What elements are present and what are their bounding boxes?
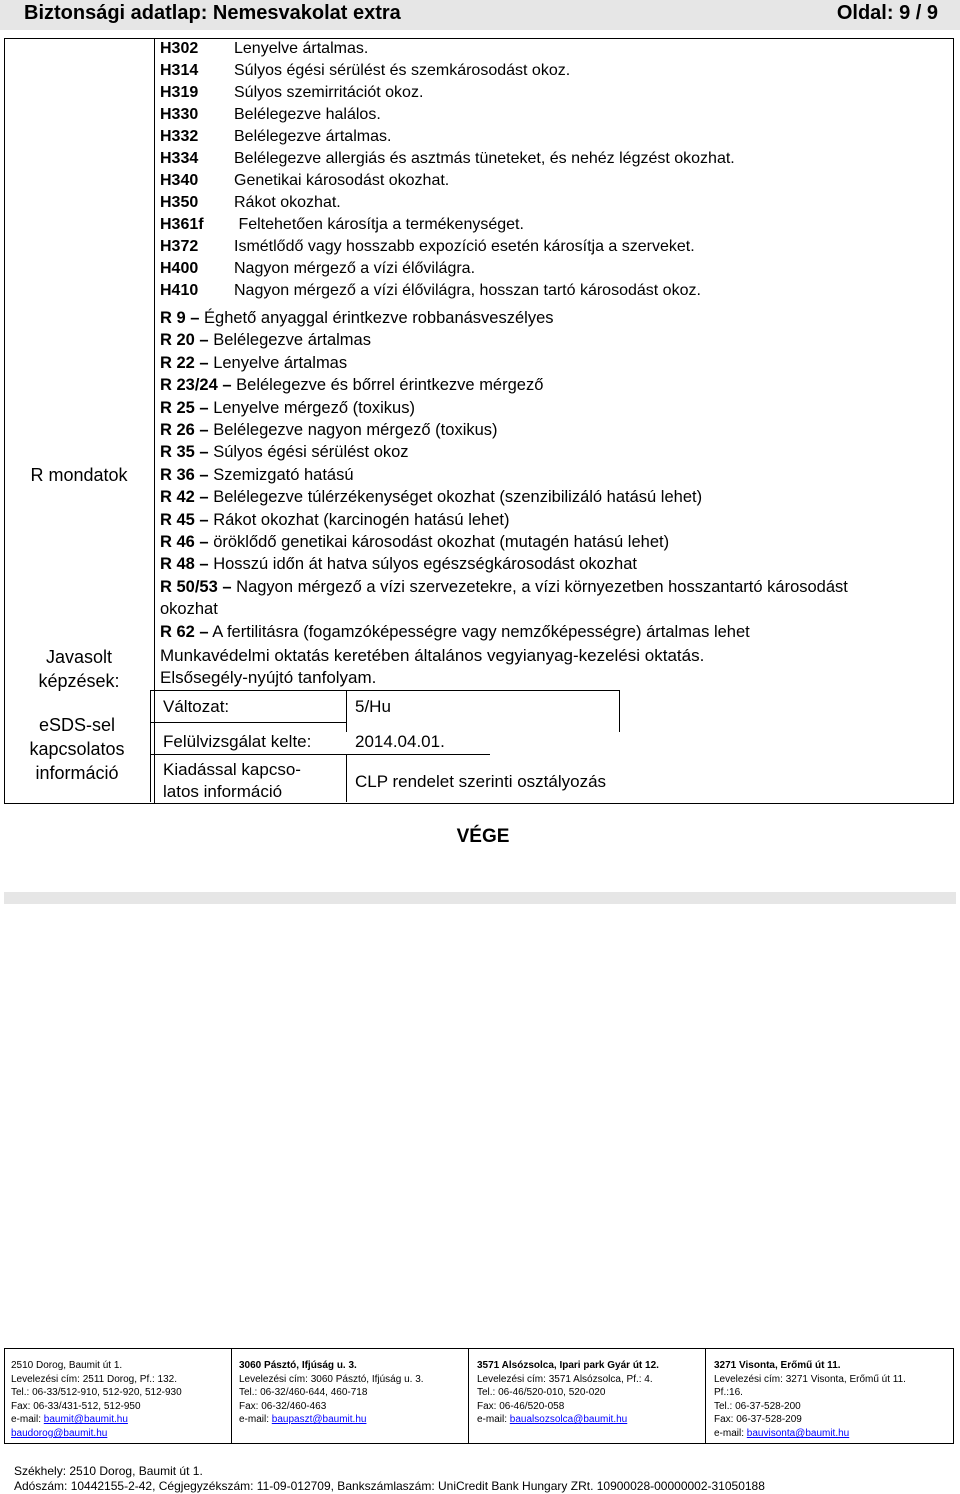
r-phrase: R 26 – Belélegezve nagyon mérgező (toxikus) xyxy=(160,421,498,439)
h-statement: H332 Belélegezve ártalmas. xyxy=(160,128,392,145)
page-header xyxy=(0,0,960,30)
version-value: 5/Hu xyxy=(355,697,391,716)
email-link[interactable]: baudorog@baumit.hu xyxy=(11,1427,108,1439)
r-phrase: R 42 – Belélegezve túlérzékenységet okozhat (szenzibilizáló hatású lehet) xyxy=(160,488,703,506)
page-number: Oldal: 9 / 9 xyxy=(836,2,938,24)
h-statement: H334 Belélegezve allergiás és asztmás tüneteket, és nehéz légzést okozhat. xyxy=(160,150,735,167)
h-statement: H361f Feltehetően károsítja a termékenységet. xyxy=(160,216,524,233)
r-phrase: R 62 – A fertilitásra (fogamzóképességre vagy nemzőképességre) ártalmas lehet xyxy=(160,623,750,641)
h-statement: H314 Súlyos égési sérülést és szemkárosodást okoz. xyxy=(160,62,571,79)
training-line: Elsősegély-nyújtó tanfolyam. xyxy=(160,668,377,687)
r-phrase: R 20 – Belélegezve ártalmas xyxy=(160,331,371,349)
r-phrase: R 35 – Súlyos égési sérülést okoz xyxy=(160,443,409,461)
h-statement: H302 Lenyelve ártalmas. xyxy=(160,40,369,57)
tax-bank-info: Adószám: 10442155-2-42, Cégjegyzékszám: 11-09-012709, Bankszámlaszám: UniCredit Bank Hungary ZRt. 10900028-00000002-31050188 xyxy=(14,1479,765,1493)
h-statement: H319 Súlyos szemirritációt okoz. xyxy=(160,84,424,101)
issue-info-label-1: Kiadással kapcso- xyxy=(163,760,301,779)
footer-site-dorog: 2510 Dorog, Baumit út 1. Levelezési cím: 2511 Dorog, Pf.: 132. Tel.: 06-33/512-910, 512-920, 512-930 Fax: 06-33/431-512, 512-950 e-mail: baumit@baumit.hu baudorog@baumit.hu xyxy=(11,1360,182,1439)
column-divider xyxy=(154,39,155,803)
training-line: Munkavédelmi oktatás keretében általános vegyianyag-kezelési oktatás. xyxy=(160,646,705,665)
separator-band xyxy=(4,892,956,904)
review-date-value: 2014.04.01. xyxy=(355,732,445,751)
r-phrase: R 9 – Éghető anyaggal érintkezve robbanásveszélyes xyxy=(160,309,554,327)
version-label: Változat: xyxy=(163,697,230,716)
r-phrase: R 22 – Lenyelve ártalmas xyxy=(160,354,348,372)
h-statement: H372 Ismétlődő vagy hosszabb expozíció esetén károsítja a szerveket. xyxy=(160,238,695,255)
review-date-label: Felülvizsgálat kelte: xyxy=(163,732,312,751)
training-label: Javasolt képzések: xyxy=(38,647,120,691)
r-phrase: R 25 – Lenyelve mérgező (toxikus) xyxy=(160,399,415,417)
h-statement: H350 Rákot okozhat. xyxy=(160,194,341,211)
email-link[interactable]: baumit@baumit.hu xyxy=(43,1414,128,1426)
footer-site-paszto: 3060 Pásztó, Ifjúság u. 3. Levelezési cím: 3060 Pásztó, Ifjúság u. 3. Tel.: 06-32/460-644, 460-718 Fax: 06-32/460-463 e-mail: baupaszt@baumit.hu xyxy=(239,1360,424,1426)
document-title: Biztonsági adatlap: Nemesvakolat extra xyxy=(24,2,401,24)
company-registration xyxy=(14,1464,765,1494)
issue-info-value: CLP rendelet szerinti osztályozás xyxy=(355,772,607,791)
email-link[interactable]: baualsozsolca@baumit.hu xyxy=(509,1414,628,1426)
h-statement: H400 Nagyon mérgező a vízi élővilágra. xyxy=(160,260,476,277)
footer-address-table xyxy=(4,1348,954,1444)
r-phrase: R 36 – Szemizgató hatású xyxy=(160,466,354,484)
headquarters: Székhely: 2510 Dorog, Baumit út 1. xyxy=(14,1464,203,1478)
r-phrase: R 46 – öröklődő genetikai károsodást okozhat (mutagén hatású lehet) xyxy=(160,533,670,551)
r-phrase: R 45 – Rákot okozhat (karcinogén hatású lehet) xyxy=(160,511,510,529)
end-marker: VÉGE xyxy=(456,826,510,847)
h-statement: H340 Genetikai károsodást okozhat. xyxy=(160,172,450,189)
r-phrase: R 23/24 – Belélegezve és bőrrel érintkezve mérgező xyxy=(160,376,544,394)
email-link[interactable]: bauvisonta@baumit.hu xyxy=(746,1427,850,1439)
esds-info-table xyxy=(150,690,620,802)
h-statement: H410 Nagyon mérgező a vízi élővilágra, hosszan tartó károsodást okoz. xyxy=(160,282,701,299)
r-section-label: R mondatok xyxy=(30,465,128,485)
issue-info-label-2: latos információ xyxy=(163,782,283,801)
footer-site-alsozsolca: 3571 Alsózsolca, Ipari park Gyár út 12. Levelezési cím: 3571 Alsózsolca, Pf.: 4. Tel.: 06-46/520-010, 520-020 Fax: 06-46/520-058 e-mail: baualsozsolca@baumit.hu xyxy=(477,1360,659,1426)
r-phrase: R 48 – Hosszú időn át hatva súlyos egészségkárosodást okozhat xyxy=(160,555,637,573)
footer-site-visonta: 3271 Visonta, Erőmű út 11. Levelezési cím: 3271 Visonta, Erőmű út 11. Pf.:16. Tel.: 06-37-528-200 Fax: 06-37-528-209 e-mail: bauvisonta@baumit.hu xyxy=(714,1360,906,1439)
r-phrase: R 50/53 – Nagyon mérgező a vízi szervezetekre, a vízi környezetben hosszantartó károsodást okozhat xyxy=(160,578,848,618)
esds-label: eSDS-sel kapcsolatos információ xyxy=(29,715,125,783)
h-statement: H330 Belélegezve halálos. xyxy=(160,106,381,123)
email-link[interactable]: baupaszt@baumit.hu xyxy=(271,1414,367,1426)
